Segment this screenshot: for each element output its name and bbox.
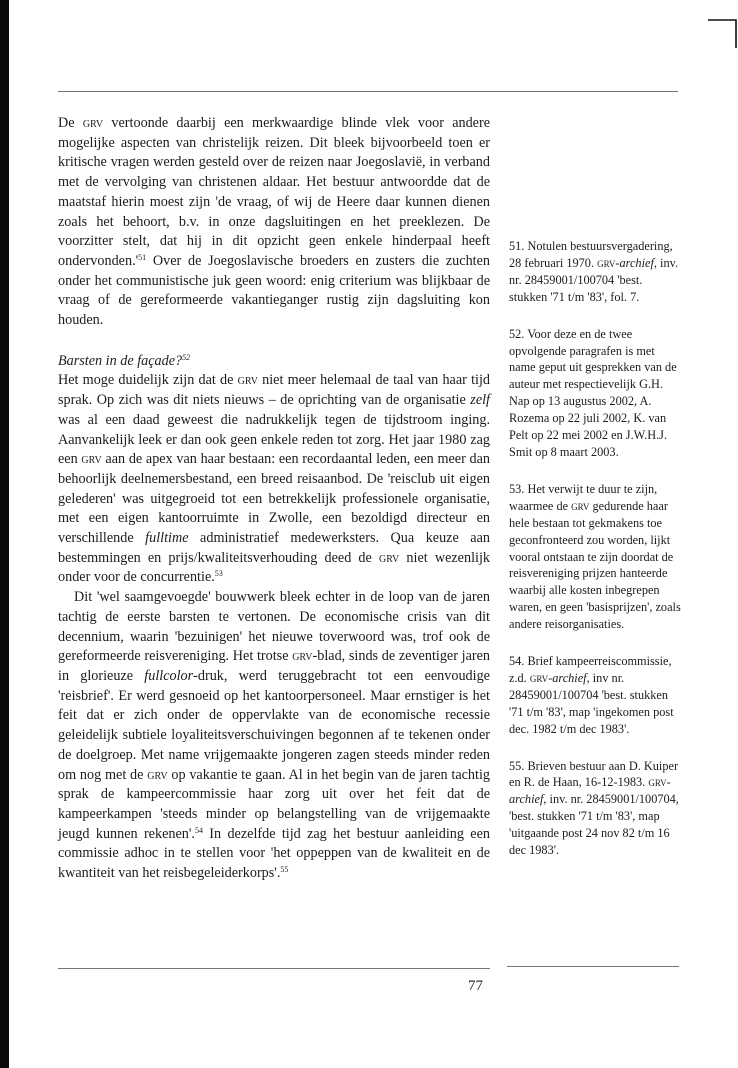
section-gap	[58, 331, 490, 352]
grv-acronym: grv	[292, 648, 313, 665]
grv-acronym: grv	[82, 115, 104, 131]
page-number: 77	[468, 978, 483, 994]
main-text-column	[58, 114, 490, 884]
footer-rule-notes	[507, 966, 679, 967]
grv-acronym: grv	[378, 549, 400, 566]
grv-acronym: grv	[237, 372, 258, 389]
section-heading: Barsten in de façade?$^{52}$	[58, 352, 191, 369]
paragraph-3: Dit 'wel saamgevoegde' bouwwerk bleek echter in de loop van de jaren tachtig de eerste barsten te vertonen. De economische crisis van dit decennium, waarin 'bezuinigen' het nieuwe toverwoord was, trof ook de gereformeerde reisvereniging. Het trotse grv-blad, sinds de zeventiger jaren in glorieuze fullcolor-druk, werd teruggebracht tot een eenvoudige 'reisbrief'. Er werd gesnoeid op het kantoorpersoneel. Maar ernstiger is het feit dat er zich onder de oppervlakte van de economische recessie geleidelijk subtiele loyaliteitsverschuivingen begonnen af te tekenen onder de doelgroep. Met name vrijgemaakte jongeren zagen steeds minder reden om nog met de grv op vakantie te gaan. Al in het begin van de jaren tachtig sprak de kampeercommissie haar zorg uit over het feit dat de kampeerkampen 'steeds minder op belangstelling van de vrijgemaakte jeugd kunnen rekenen'.$^{54}$ In dezelfde tijd zag het bestuur aanleiding een commissie adhoc in te stellen voor 'het oppeppen van de kwaliteit en de kwantiteit van het reisbegeleiderkorps'.$^{55}$	[58, 589, 490, 882]
footnote-ref-52: 52	[182, 352, 191, 362]
footnote-ref-53: 53	[214, 569, 223, 579]
scan-edge-bar	[0, 0, 9, 1068]
footnote-ref-51: 51	[138, 252, 147, 262]
header-rule	[58, 91, 678, 92]
emphasis-zelf: zelf	[470, 392, 490, 409]
footnote-53: 53. Het verwijt te duur te zijn, waarmee de grv gedurende haar hele bestaan tot gekmakens toe geconfronteerd zou worden, lijkt vooral ontstaan te zijn doordat de reisvereniging prijzen hanteerde waarbij alle kosten inbegrepen waren, en geen 'basisprijzen', zoals andere reisorganisaties.	[509, 481, 681, 632]
emphasis-fullcolor: fullcolor	[144, 667, 194, 684]
paragraph-1: De grv vertoonde daarbij een merkwaardige blinde vlek voor andere mogelijke aspecten van christelijk reizen. Dit bleek bijvoorbeeld toen er kritische vragen werden gesteld over de reizen naar Joegoslavië, in verband met de vervolging van christenen aldaar. Het bestuur antwoordde dat de maatstaf hierin moest zijn 'de vraag, of wij de Heere daar kunnen dienen zoals het behoort, b.v. in onze dagsluitingen en het preeklezen. De voorzitter stelt, dat hij in dit opzicht geen enkele hinderpaal heeft $ondervonden.'^{51}$ Over de Joegoslavische broeders en zusters die zuchten onder het communistische juk geen woord: enig criterium was blijkbaar de vraag of de gereformeerde vakantieganger rustig zijn dagsluiting kon houden.	[58, 115, 490, 329]
footnotes-column	[509, 238, 681, 879]
footnote-55: 55. Brieven bestuur aan D. Kuiper en R. de Haan, 16-12-1983. grv-archief, inv. nr. 28459001/100704, 'best. stukken '71 t/m '83', map 'uitgaande post 24 nov 82 t/m 16 dec 1983'.	[509, 758, 679, 858]
footnote-52: 52. Voor deze en de twee opvolgende paragrafen is met name geput uit gesprekken van de auteur met respectievelijk G.H. Nap op 13 augustus 2002, A. Rozema op 22 juli 2002, K. van Pelt op 22 mei 2002 en J.W.H.J. Smit op 8 maart 2003.	[509, 326, 677, 459]
footnote-51: 51. Notulen bestuursvergadering, 28 februari 1970. grv-archief, inv. nr. 28459001/100704 'best. stukken '71 t/m '83', fol. 7.	[509, 239, 679, 304]
footnote-ref-54: 54	[194, 825, 203, 835]
footnote-ref-55: 55	[280, 865, 289, 875]
crop-mark	[708, 18, 738, 48]
footnote-54: 54. Brief kampeerreiscommissie, z.d. grv-archief, inv nr. 28459001/100704 'best. stukken '71 t/m '83', map 'ingekomen post dec. 1982 t/m dec 1983'.	[509, 654, 674, 736]
grv-acronym: grv	[147, 766, 168, 783]
grv-acronym: grv	[81, 451, 102, 468]
paragraph-2: Het moge duidelijk zijn dat de grv niet meer helemaal de taal van haar tijd sprak. Op zich was dit niets nieuws – de oprichting van de organisatie zelf was al een daad geweest die nadrukkelijk tegen de tijdstroom inging. Aanvankelijk leek er dan ook geen enkele reden tot zorg. Het jaar 1980 zag een grv aan de apex van haar bestaan: een recordaantal leden, een meer dan behoorlijk deelnemersbestand, een breed reisaanbod. De 'reisclub uit eigen gelederen' was uitgegroeid tot een betrekkelijk professionele organisatie, met een eigen kantoorruimte in Zwolle, een bezoldigd directeur en verschillende fulltime administratief medewerksters. Qua keuze aan bestemmingen en prijs/kwaliteitsverhouding deed de grv niet wezenlijk onder voor de concurrentie.$^{53}$	[58, 372, 490, 586]
footer-rule-main	[58, 968, 490, 969]
emphasis-fulltime: fulltime	[145, 530, 189, 547]
